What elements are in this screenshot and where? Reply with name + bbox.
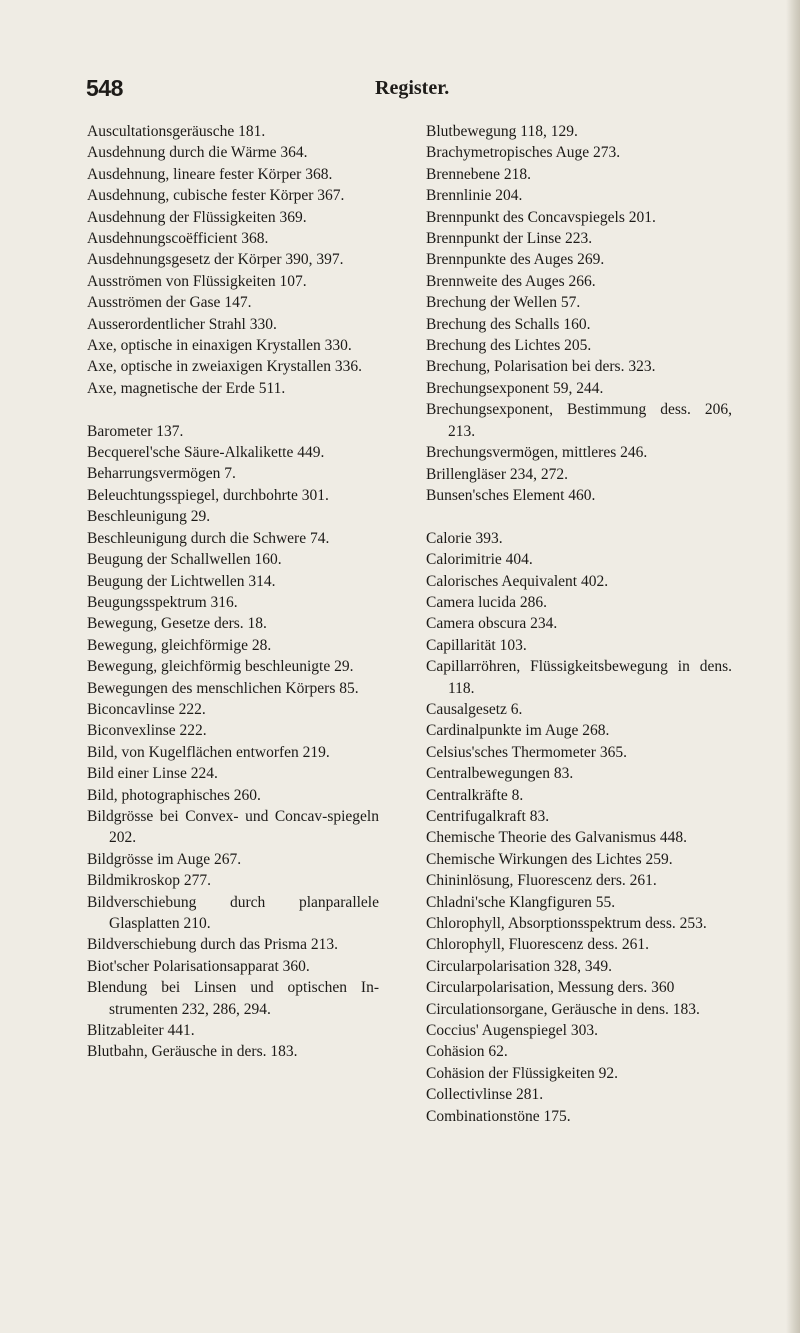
index-entry: Celsius'sches Thermometer 365. bbox=[426, 743, 627, 761]
index-entry: Chemische Theorie des Galvanismus 448. bbox=[426, 829, 688, 847]
index-entry: Capillarröhren, Flüssigkeitsbewegung in dens. 118. bbox=[426, 658, 732, 697]
index-entry: Chlorophyll, Absorptionsspektrum dess. 253. bbox=[426, 915, 707, 933]
index-entry: Beugung der Lichtwellen 314. bbox=[87, 572, 276, 590]
index-entry: Blitzableiter 441. bbox=[87, 1022, 195, 1040]
index-entry: Chemische Wirkungen des Lichtes 259. bbox=[426, 850, 673, 868]
index-entry: Ausdehnung, lineare fester Körper 368. bbox=[87, 165, 333, 183]
index-entry: Brechung des Lichtes 205. bbox=[426, 337, 592, 355]
index-entry: Brachymetropisches Auge 273. bbox=[426, 144, 621, 162]
index-entry: Bildgrösse im Auge 267. bbox=[87, 850, 242, 868]
index-entry: Cohäsion 62. bbox=[426, 1043, 508, 1061]
index-entry: Collectivlinse 281. bbox=[426, 1086, 544, 1104]
index-entry: Brennpunkt des Concavspiegels 201. bbox=[426, 208, 656, 226]
index-entry: Circularpolarisation 328, 349. bbox=[426, 957, 612, 975]
index-entry: Brennebene 218. bbox=[426, 165, 532, 183]
index-entry: Bewegung, Gesetze ders. 18. bbox=[87, 615, 267, 633]
index-entry: Ausströmen der Gase 147. bbox=[87, 294, 252, 312]
index-entry: Calorie 393. bbox=[426, 529, 503, 547]
index-entry: Becquerel'sche Säure-Alkalikette 449. bbox=[87, 444, 325, 462]
page-edge-shadow bbox=[786, 0, 800, 1333]
index-entry: Centralkräfte 8. bbox=[426, 786, 524, 804]
section-gap bbox=[426, 506, 732, 527]
index-entry: Cohäsion der Flüssigkeiten 92. bbox=[426, 1064, 619, 1082]
index-entry: Brennpunkt der Linse 223. bbox=[426, 230, 593, 248]
index-entry: Camera obscura 234. bbox=[426, 615, 558, 633]
index-entry: Bildverschiebung durch planparallele Glasplatten 210. bbox=[87, 893, 379, 933]
index-entry: Cardinalpunkte im Auge 268. bbox=[426, 722, 610, 740]
index-entry: Bildmikroskop 277. bbox=[87, 872, 212, 890]
index-entry: Beschleunigung durch die Schwere 74. bbox=[87, 529, 330, 547]
index-entry: Ausserordentlicher Strahl 330. bbox=[87, 315, 277, 333]
index-entry: Centralbewegungen 83. bbox=[426, 765, 574, 783]
index-entry: Ausdehnungsgesetz der Körper 390, 397. bbox=[87, 251, 344, 269]
index-entry: Ausdehnung der Flüssigkeiten 369. bbox=[87, 208, 307, 226]
index-entry: Bewegung, gleichförmig beschleunigte 29. bbox=[87, 658, 354, 676]
page-header bbox=[0, 75, 800, 115]
section-gap bbox=[87, 399, 379, 420]
index-entry: Bildgrösse bei Convex- und Concav-spiegeln 202. bbox=[87, 807, 379, 847]
index-entry: Bild einer Linse 224. bbox=[87, 765, 218, 783]
index-entry: Circulationsorgane, Geräusche in dens. 183. bbox=[426, 1000, 700, 1018]
index-entry: Ausströmen von Flüssigkeiten 107. bbox=[87, 272, 307, 290]
index-entry: Brechungsexponent, Bestimmung dess. 206, 213. bbox=[426, 401, 732, 440]
index-entry: Bewegungen des menschlichen Körpers 85. bbox=[87, 679, 359, 697]
index-entry: Bildverschiebung durch das Prisma 213. bbox=[87, 936, 338, 954]
index-entry: Ausdehnung, cubische fester Körper 367. bbox=[87, 187, 345, 205]
index-entry: Auscultationsgeräusche 181. bbox=[87, 123, 266, 140]
index-entry: Calorisches Aequivalent 402. bbox=[426, 572, 609, 590]
index-entry: Chladni'sche Klangfiguren 55. bbox=[426, 893, 616, 911]
index-entry: Bild, photographisches 260. bbox=[87, 786, 261, 804]
index-entry: Coccius' Augenspiegel 303. bbox=[426, 1022, 598, 1040]
index-entry: Axe, magnetische der Erde 511. bbox=[87, 379, 286, 397]
index-entry: Brechung der Wellen 57. bbox=[426, 294, 581, 312]
index-entry: Biconcavlinse 222. bbox=[87, 700, 206, 718]
index-entry: Brennpunkte des Auges 269. bbox=[426, 251, 605, 269]
index-entry: Barometer 137. bbox=[87, 422, 184, 440]
index-entry: Chininlösung, Fluorescenz ders. 261. bbox=[426, 872, 657, 890]
index-entry: Beugung der Schallwellen 160. bbox=[87, 551, 282, 569]
index-entry: Brechungsvermögen, mittleres 246. bbox=[426, 444, 648, 462]
index-entry: Bild, von Kugelflächen entworfen 219. bbox=[87, 743, 330, 761]
index-entry: Bunsen'sches Element 460. bbox=[426, 486, 596, 504]
index-entry: Biot'scher Polarisationsapparat 360. bbox=[87, 957, 310, 975]
index-entry: Beschleunigung 29. bbox=[87, 508, 211, 526]
index-entry: Axe, optische in einaxigen Krystallen 330. bbox=[87, 337, 352, 355]
index-entry: Chlorophyll, Fluorescenz dess. 261. bbox=[426, 936, 650, 954]
index-entry: Ausdehnungscoëfficient 368. bbox=[87, 230, 269, 248]
index-entry: Blendung bei Linsen und optischen In-strumenten 232, 286, 294. bbox=[87, 979, 379, 1018]
index-entry: Bewegung, gleichförmige 28. bbox=[87, 636, 272, 654]
page-title: Register. bbox=[375, 77, 450, 99]
index-entry: Beharrungsvermögen 7. bbox=[87, 465, 236, 483]
index-column-right bbox=[426, 121, 732, 1127]
index-entry: Ausdehnung durch die Wärme 364. bbox=[87, 144, 308, 162]
index-entry: Blutbewegung 118, 129. bbox=[426, 123, 578, 140]
index-entry: Circularpolarisation, Messung ders. 360 bbox=[426, 979, 675, 997]
index-entry: Brillengläser 234, 272. bbox=[426, 465, 569, 483]
index-entry: Centrifugalkraft 83. bbox=[426, 807, 550, 825]
index-entry: Brechung, Polarisation bei ders. 323. bbox=[426, 358, 656, 376]
index-entry: Combinationstöne 175. bbox=[426, 1107, 571, 1125]
index-entry: Beugungsspektrum 316. bbox=[87, 593, 238, 611]
index-entry: Axe, optische in zweiaxigen Krystallen 336. bbox=[87, 358, 363, 376]
page-number: 548 bbox=[86, 75, 123, 101]
index-entry: Beleuchtungsspiegel, durchbohrte 301. bbox=[87, 486, 329, 504]
index-entry: Capillarität 103. bbox=[426, 636, 527, 654]
index-entry: Brennlinie 204. bbox=[426, 187, 523, 205]
index-entry: Brechungsexponent 59, 244. bbox=[426, 379, 604, 397]
index-entry: Biconvexlinse 222. bbox=[87, 722, 207, 740]
index-entry: Brennweite des Auges 266. bbox=[426, 272, 596, 290]
index-entry: Calorimitrie 404. bbox=[426, 551, 533, 569]
index-entry: Blutbahn, Geräusche in ders. 183. bbox=[87, 1043, 298, 1061]
index-column-left bbox=[87, 121, 379, 1063]
index-entry: Camera lucida 286. bbox=[426, 593, 547, 611]
index-entry: Brechung des Schalls 160. bbox=[426, 315, 591, 333]
index-entry: Causalgesetz 6. bbox=[426, 700, 523, 718]
